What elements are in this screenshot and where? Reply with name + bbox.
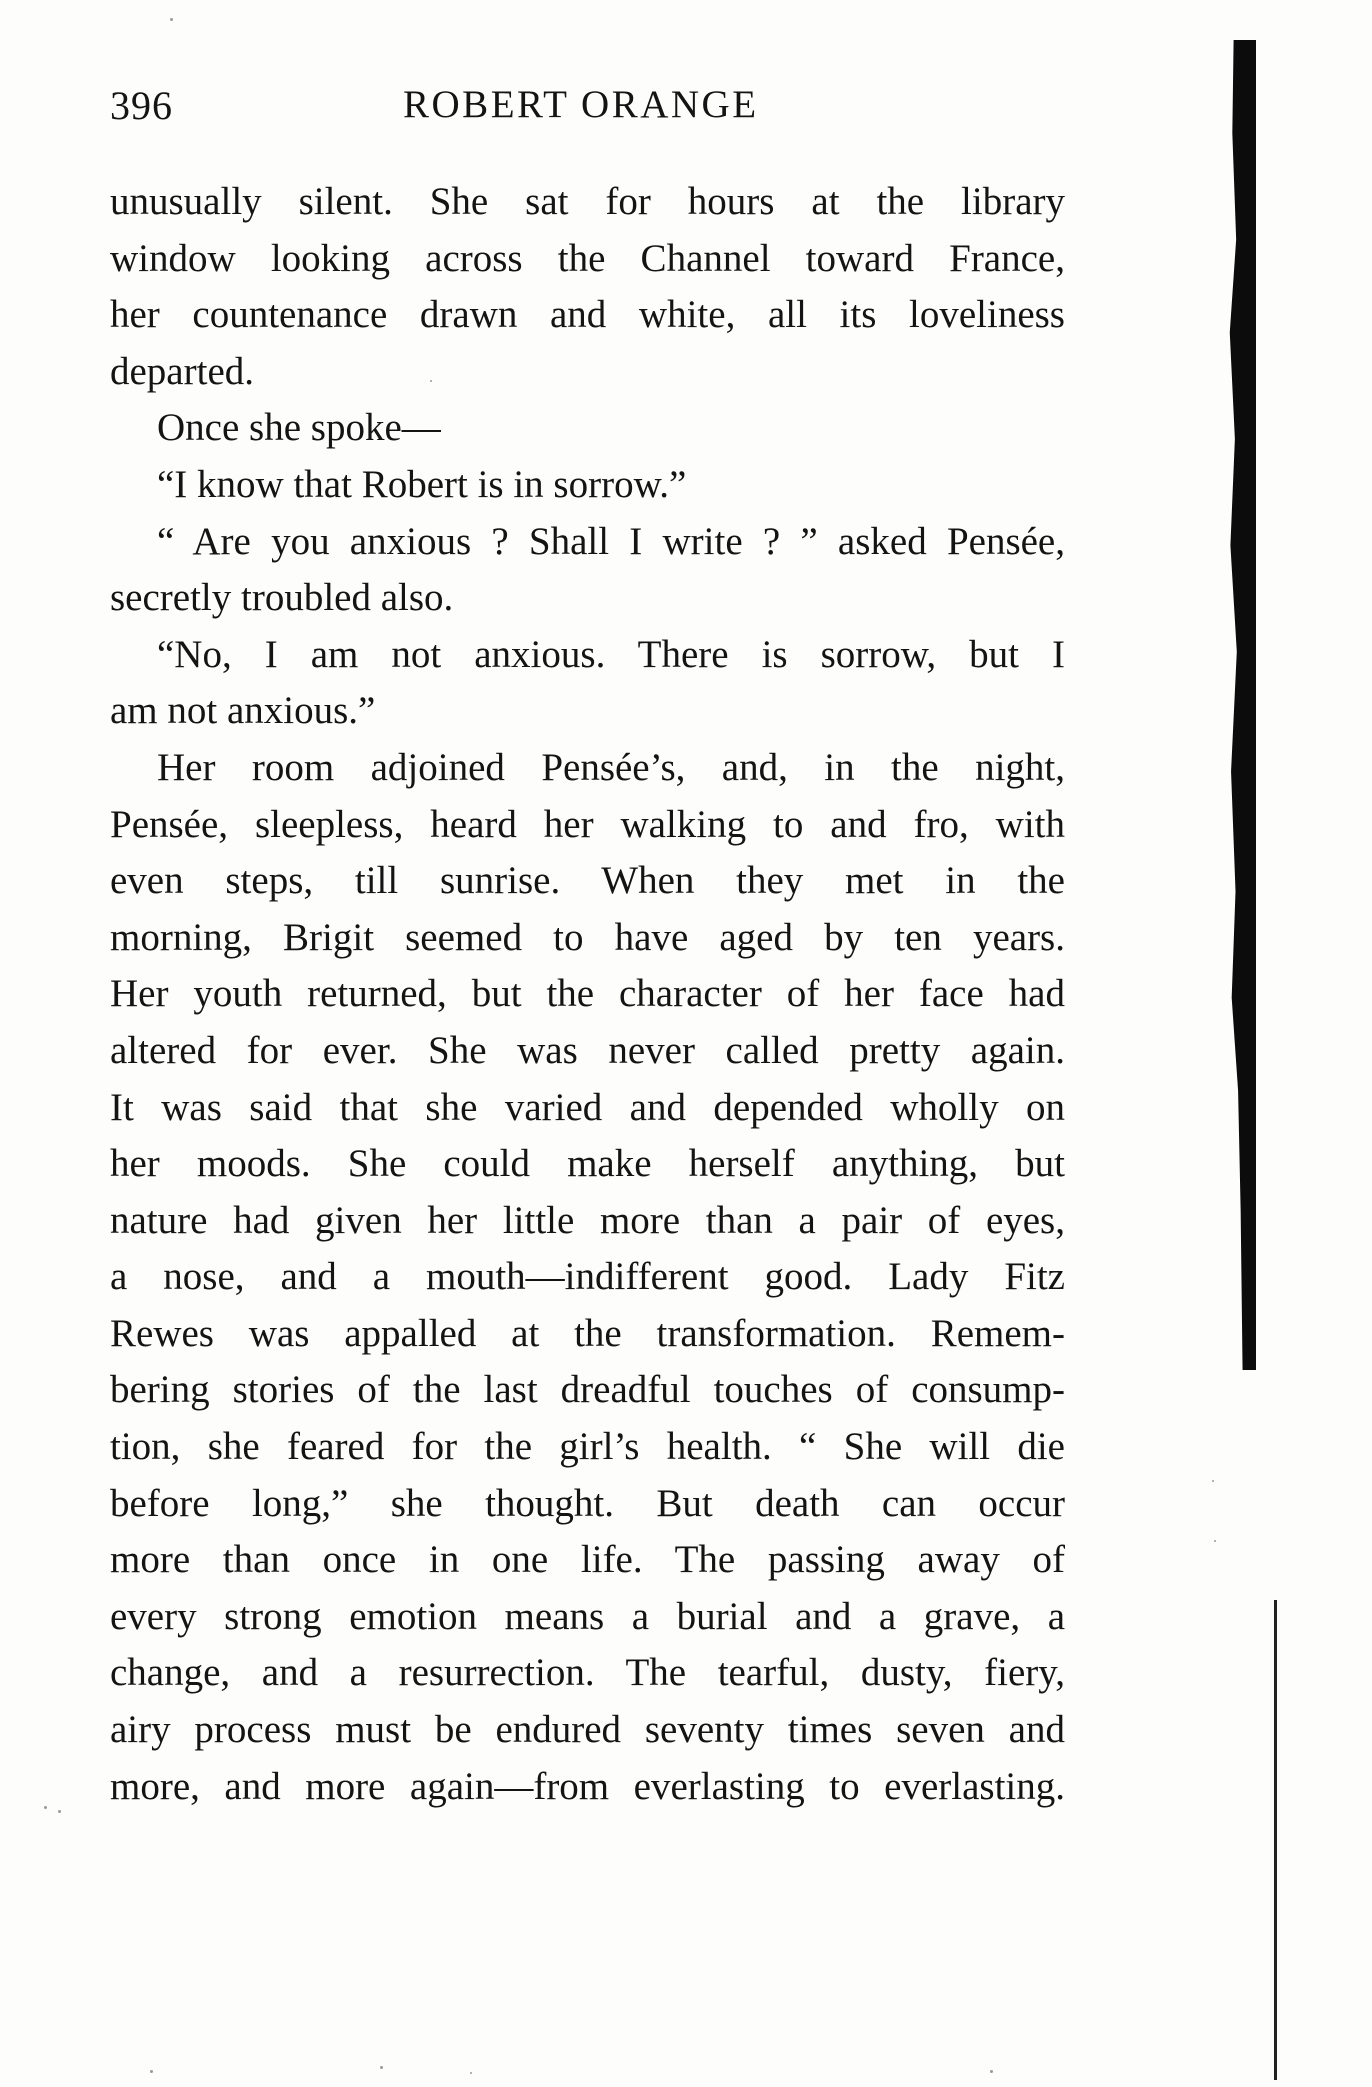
text-line: before long,” she thought. But death can occur	[110, 1481, 1065, 1525]
text-line: “ Are you anxious ? Shall I write ? ” asked Pensée,	[157, 519, 1065, 563]
text-line: more than once in one life. The passing away of	[110, 1538, 1065, 1582]
text-line: nature had given her little more than a pair of eyes,	[110, 1198, 1065, 1242]
scan-speck	[170, 18, 173, 21]
binding-shadow	[1224, 40, 1256, 1370]
text-line: unusually silent. She sat for hours at the library	[110, 180, 1065, 223]
text-line: It was said that she varied and depended wholly on	[110, 1085, 1065, 1129]
text-line: “No, I am not anxious. There is sorrow, but I	[157, 632, 1065, 676]
text-line: her moods. She could make herself anything, but	[110, 1142, 1065, 1186]
body-text	[110, 174, 1065, 1815]
text-line: change, and a resurrection. The tearful, dusty, fiery,	[110, 1651, 1065, 1695]
scan-speck	[430, 380, 432, 382]
scan-speck	[380, 2066, 383, 2069]
text-line: her countenance drawn and white, all its loveliness	[110, 293, 1065, 337]
text-line: “I know that Robert is in sorrow.”	[157, 462, 687, 506]
running-title: ROBERT ORANGE	[403, 83, 759, 126]
scan-speck	[150, 2070, 153, 2073]
binding-edge-line	[1274, 1600, 1277, 2080]
text-line: departed.	[110, 349, 255, 393]
text-line: secretly troubled also.	[110, 576, 454, 620]
scan-speck	[470, 2072, 472, 2074]
text-line: even steps, till sunrise. When they met in the	[110, 859, 1065, 903]
text-line: altered for ever. She was never called pretty again.	[110, 1028, 1065, 1072]
running-head	[110, 82, 1065, 142]
text-line: more, and more again—from everlasting to everlasting.	[110, 1764, 1065, 1808]
scan-speck	[990, 2070, 993, 2073]
text-line: every strong emotion means a burial and a grave, a	[110, 1594, 1065, 1638]
text-line: window looking across the Channel toward France,	[110, 236, 1065, 280]
scan-speck	[1214, 1540, 1216, 1542]
text-line: Her room adjoined Pensée’s, and, in the night,	[157, 745, 1065, 789]
text-line: bering stories of the last dreadful touches of consump-	[110, 1368, 1065, 1412]
text-line: Rewes was appalled at the transformation. Remem-	[110, 1311, 1065, 1355]
text-line: am not anxious.”	[110, 689, 376, 733]
scan-speck	[1212, 1480, 1214, 1482]
text-line: airy process must be endured seventy times seven and	[110, 1708, 1065, 1752]
text-line: Pensée, sleepless, heard her walking to and fro, with	[110, 802, 1065, 846]
scan-speck	[44, 1806, 47, 1809]
text-line: Once she spoke—	[157, 406, 441, 450]
text-line: Her youth returned, but the character of her face had	[110, 972, 1065, 1016]
text-line: tion, she feared for the girl’s health. “ She will die	[110, 1425, 1065, 1469]
page-number: 396	[110, 83, 173, 128]
text-line: a nose, and a mouth—indifferent good. Lady Fitz	[110, 1255, 1065, 1299]
scan-speck	[58, 1810, 61, 1813]
text-line: morning, Brigit seemed to have aged by ten years.	[110, 915, 1065, 959]
